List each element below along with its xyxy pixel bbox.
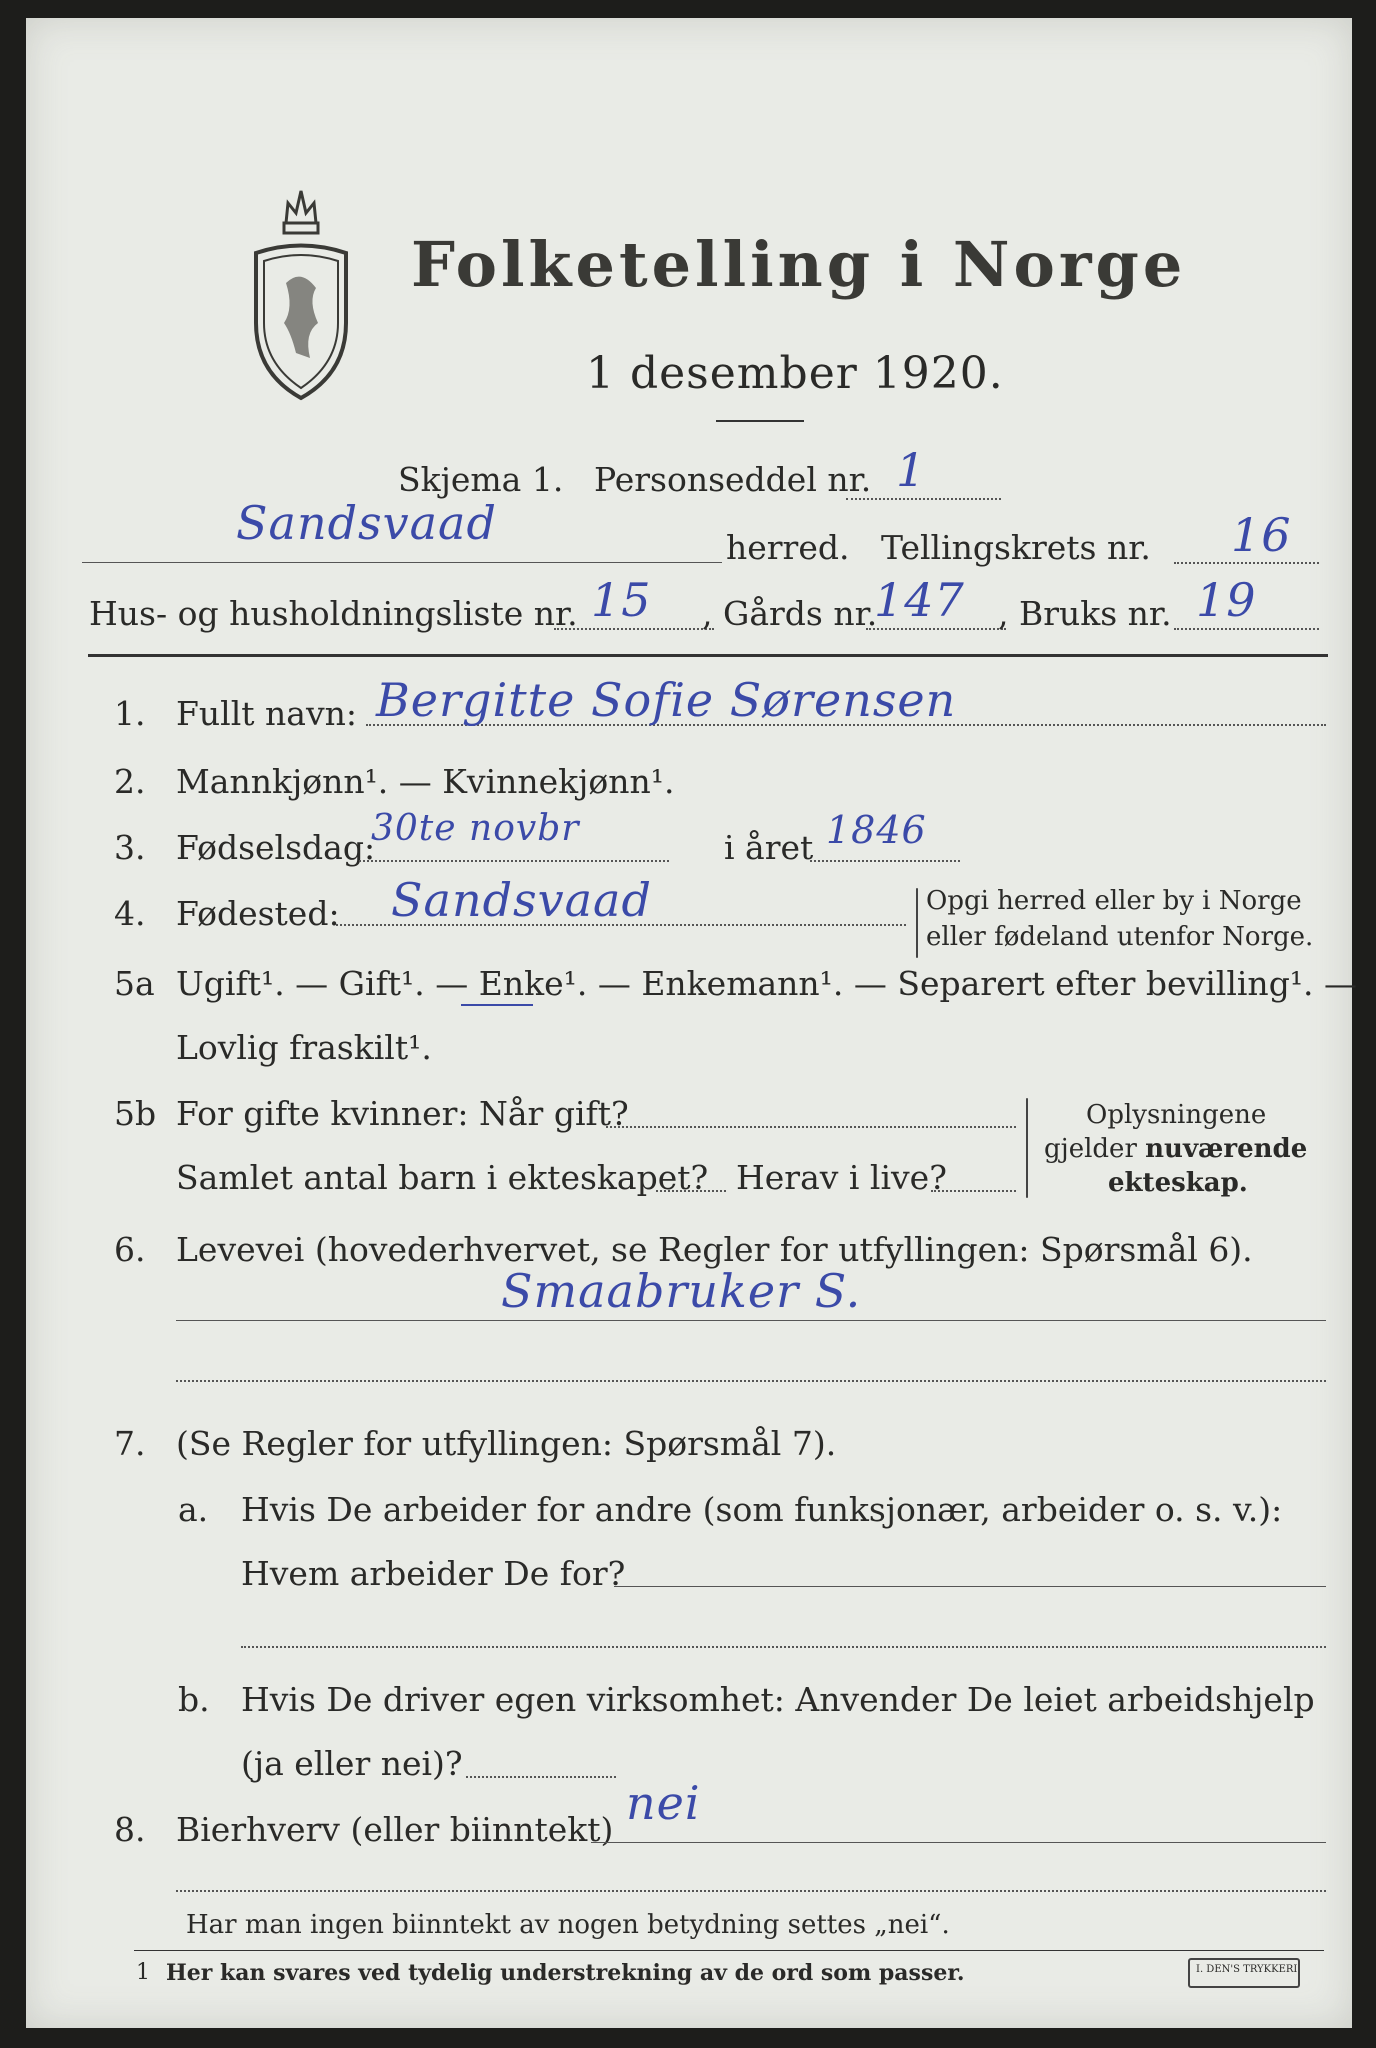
q5b-children-label: Samlet antal barn i ekteskapet? <box>176 1158 709 1197</box>
q4-note-line1: Opgi herred eller by i Norge <box>926 886 1302 916</box>
q5b-note-line2 <box>1044 1134 1307 1164</box>
tellingskrets-value: 16 <box>1231 508 1292 562</box>
q4-value: Sandsvaad <box>391 873 652 927</box>
q3-year-value: 1846 <box>826 808 927 852</box>
q7b-label-cont: (ja eller nei)? <box>241 1744 463 1783</box>
q7a-label: Hvis De arbeider for andre (som funksjonær, arbeider o. s. v.): <box>241 1490 1283 1529</box>
q7a-label-cont: Hvem arbeider De for? <box>241 1554 626 1593</box>
q3-number: 3. <box>114 828 146 867</box>
q8-label: Bierhverv (eller biinntekt) <box>176 1810 614 1849</box>
q5b-children-field <box>656 1190 726 1192</box>
personseddel-label: Personseddel nr. <box>594 460 872 499</box>
q5b-note-line1: Oplysningene <box>1086 1100 1267 1130</box>
header-divider <box>88 654 1328 657</box>
q1-label: Fullt navn: <box>176 694 357 733</box>
personseddel-value: 1 <box>896 443 927 497</box>
gards-field <box>866 628 1006 630</box>
q7a-letter: a. <box>178 1490 209 1529</box>
hus-label: Hus- og husholdningsliste nr. <box>89 594 578 633</box>
gards-value: 147 <box>874 573 965 627</box>
skjema-label: Skjema 1. <box>398 460 564 499</box>
q5b-married-field <box>606 1126 1016 1128</box>
bruks-value: 19 <box>1196 573 1257 627</box>
q3-value: 30te novbr <box>371 808 580 849</box>
footnote-mark: 1 <box>136 1960 150 1985</box>
bruks-label: , Bruks nr. <box>998 594 1172 633</box>
q6-field-line2 <box>176 1380 1326 1382</box>
q8-value: nei <box>626 1776 701 1830</box>
printer-stamp <box>1188 1958 1300 1988</box>
q5a-label-cont: Lovlig fraskilt¹. <box>176 1028 432 1067</box>
footnote-text: Her kan svares ved tydelig understrekning av de ord som passer. <box>166 1960 965 1986</box>
tellingskrets-field <box>1174 562 1319 564</box>
bruks-field <box>1174 628 1319 630</box>
census-form-sheet <box>26 18 1358 2028</box>
q2-number: 2. <box>114 762 146 801</box>
q6-field-line1 <box>176 1320 1326 1321</box>
q7b-letter: b. <box>178 1680 210 1719</box>
q6-value: Smaabruker S. <box>501 1264 862 1318</box>
q3-year-label: i året <box>724 828 814 867</box>
hus-value: 15 <box>591 573 652 627</box>
footer-divider <box>134 1950 1324 1951</box>
q5b-note-line2a: gjelder <box>1044 1134 1146 1164</box>
q5a-label: Ugift¹. — Gift¹. — Enke¹. — Enkemann¹. — Separert efter bevilling¹. — <box>176 964 1358 1003</box>
q2-label: Mannkjønn¹. — Kvinnekjønn¹. <box>176 762 675 801</box>
title-divider <box>716 420 804 422</box>
q8-field-line2 <box>176 1890 1326 1892</box>
q6-label: Levevei (hovederhvervet, se Regler for utfyllingen: Spørsmål 6). <box>176 1230 1253 1269</box>
herred-value: Sandsvaad <box>236 496 497 550</box>
gards-label: , Gårds nr. <box>702 594 878 633</box>
q8-field-line1 <box>591 1842 1326 1843</box>
personseddel-field <box>846 498 1001 500</box>
herred-field <box>82 562 722 563</box>
q4-label: Fødested: <box>176 894 340 933</box>
q5a-enke-underline <box>461 1004 533 1006</box>
census-date: 1 desember 1920. <box>586 348 1004 399</box>
form-title: Folketelling i Norge <box>411 228 1187 301</box>
q5b-alive-label: Herav i live? <box>736 1158 947 1197</box>
q7-number: 7. <box>114 1424 146 1463</box>
hus-field <box>554 628 714 630</box>
tellingskrets-label: Tellingskrets nr. <box>881 528 1151 567</box>
q7-label: (Se Regler for utfyllingen: Spørsmål 7). <box>176 1424 837 1463</box>
q3-year-field <box>810 860 960 862</box>
q5b-note-line3: ekteskap. <box>1108 1168 1248 1198</box>
q4-note-brace <box>916 888 918 958</box>
biinntekt-note: Har man ingen biinntekt av nogen betydning settes „nei“. <box>186 1910 950 1940</box>
q3-field <box>359 860 669 862</box>
q7a-field-line2 <box>241 1646 1326 1648</box>
q1-value: Bergitte Sofie Sørensen <box>376 673 957 727</box>
q4-note-line2: eller fødeland utenfor Norge. <box>926 922 1314 952</box>
q7b-field <box>466 1776 616 1778</box>
q6-number: 6. <box>114 1230 146 1269</box>
q5b-label: For gifte kvinner: Når gift? <box>176 1094 629 1133</box>
q5b-note-line2b: nuværende <box>1145 1134 1308 1164</box>
q3-label: Fødselsdag: <box>176 828 376 867</box>
q5b-note-brace <box>1026 1098 1028 1198</box>
q7b-label: Hvis De driver egen virksomhet: Anvender De leiet arbeidshjelp <box>241 1680 1315 1719</box>
q5a-number: 5a <box>114 964 155 1003</box>
herred-label: herred. <box>726 528 850 567</box>
q8-number: 8. <box>114 1810 146 1849</box>
q1-number: 1. <box>114 694 146 733</box>
q5b-alive-field <box>931 1190 1016 1192</box>
printer-stamp-text: I. DEN'S TRYKKERI <box>1196 1964 1298 1975</box>
q4-number: 4. <box>114 894 146 933</box>
coat-of-arms-icon <box>246 183 356 403</box>
q5b-number: 5b <box>114 1094 157 1133</box>
q7a-field-line1 <box>614 1586 1326 1587</box>
